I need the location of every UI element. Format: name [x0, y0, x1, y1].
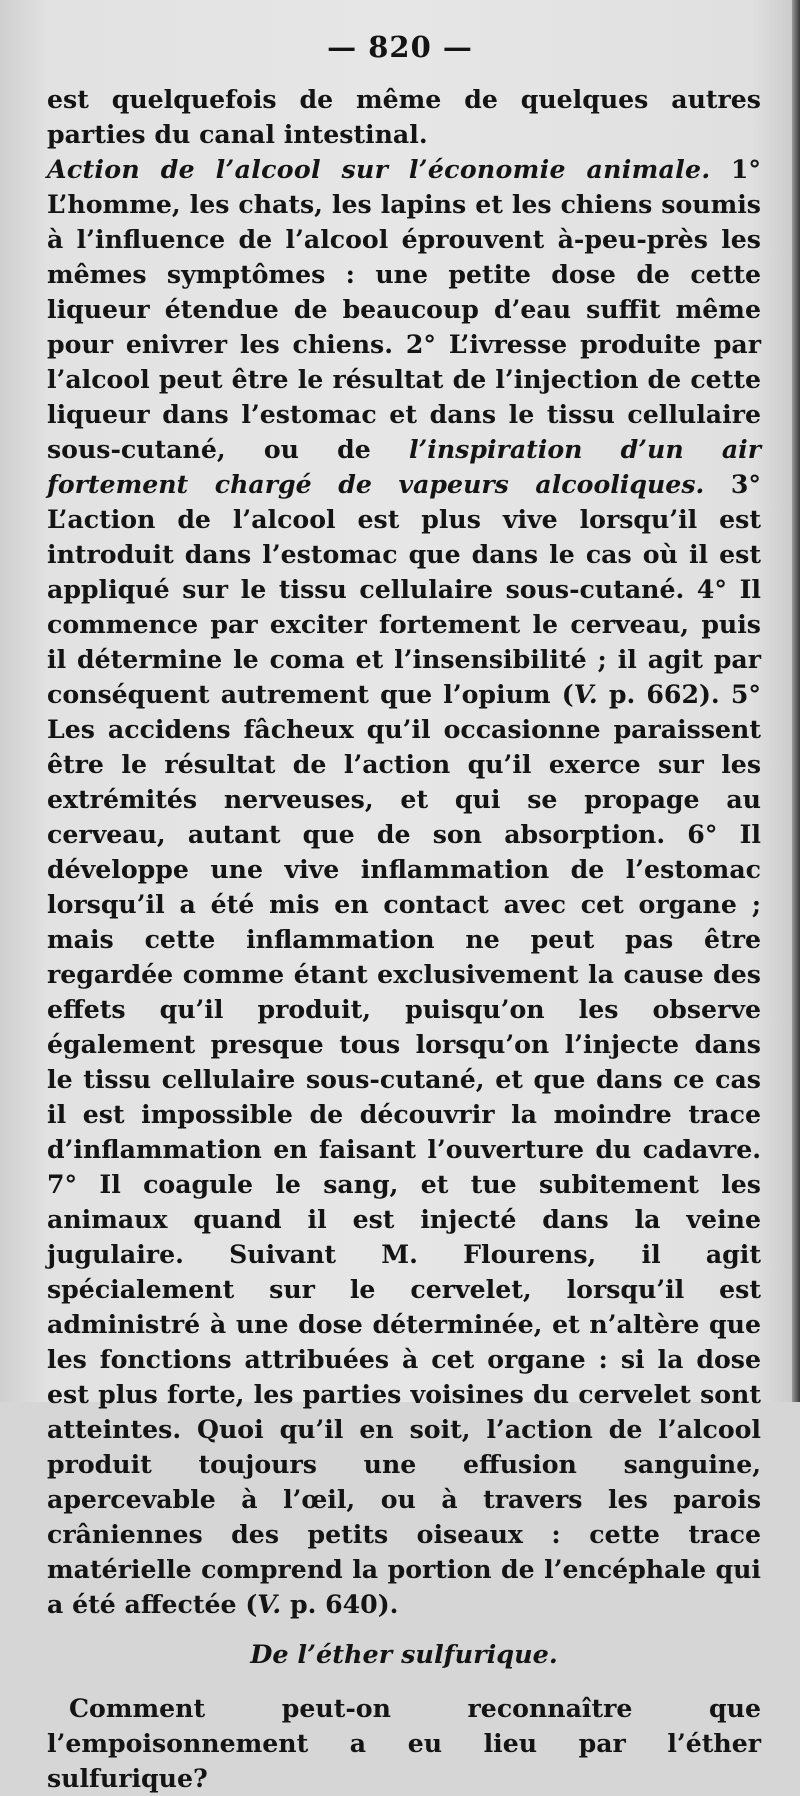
body-text	[47, 82, 761, 1796]
paragraph-heading: Action de l’alcool sur l’économie animale.	[47, 154, 711, 184]
paragraph-alcohol-effects	[47, 152, 761, 1622]
cross-reference: V.	[257, 1589, 282, 1619]
question-paragraph: Comment peut-on reconnaître que l’empoisonnement a eu lieu par l’éther sulfurique?	[47, 1693, 761, 1793]
text-run: 1° L’homme, les chats, les lapins et les chiens soumis à l’influence de l’alcool éprouvent à-peu-près les mêmes symptômes : une petite dose de cette liqueur étendue de beaucoup d’eau suffit même pour enivrer les chiens. 2° L’ivresse produite par l’alcool peut être le résultat de l’injection de cette liqueur dans l’estomac et dans le tissu cellulaire sous-cutané, ou de	[47, 154, 761, 464]
page-number-header: — 820 —	[327, 30, 473, 64]
text-run: p. 662). 5° Les accidens fâcheux qu’il occasionne paraissent être le résultat de l’action qu’il exerce sur les extrémités nerveuses, et qui se propage au cerveau, autant que de son absorption. 6° Il développe une vive inflammation de l’estomac lorsqu’il a été mis en contact avec cet organe ; mais cette inflammation ne peut pas être regardée comme étant exclusivement la cause des effets qu’il produit, puisqu’on les observe également presque tous lorsqu’on l’injecte dans le tissu cellulaire sous-cutané, et que dans ce cas il est impossible de découvrir la moindre trace d’inflammation en faisant l’ouverture du cadavre. 7° Il coagule le sang, et tue subitement les animaux quand il est injecté dans la veine jugulaire. Suivant M. Flourens, il agit spécialement sur le cervelet, lorsqu’il est administré à une dose déterminée, et n’altère que les fonctions attribuées à cet organe : si la dose est plus forte, les parties voisines du cervelet sont atteintes. Quoi qu’il en soit, l’action de l’alcool produit toujours une effusion sanguine, apercevable à l’œil, ou à travers les parois crâniennes des petits oiseaux : cette trace matérielle comprend la portion de l’encéphale qui a été affectée (	[47, 679, 761, 1619]
section-title: De l’éther sulfurique.	[250, 1640, 558, 1670]
cross-reference: V.	[573, 679, 598, 709]
emphasis-run: l’inspiration d’un air fortement chargé de vapeurs alcooliques.	[47, 434, 761, 499]
page-edge-shadow	[792, 0, 800, 1402]
text-run: 3° L’action de l’alcool est plus vive lorsqu’il est introduit dans l’estomac que dans le cas où il est appliqué sur le tissu cellulaire sous-cutané. 4° Il commence par exciter fortement le cerveau, puis il détermine le coma et l’insensibilité ; il agit par conséquent autrement que l’opium (	[47, 469, 761, 709]
paragraph-continuation: est quelquefois de même de quelques autres parties du canal intestinal.	[47, 84, 761, 149]
text-run: p. 640).	[281, 1589, 399, 1619]
